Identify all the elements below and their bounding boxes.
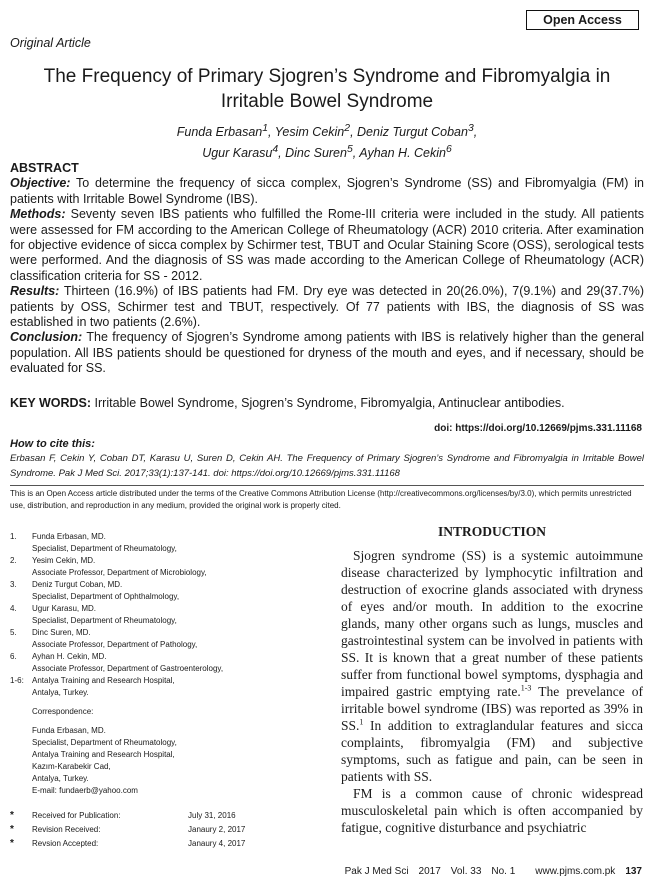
keywords-text: Irritable Bowel Syndrome, Sjogren’s Syndrome, Fibromyalgia, Antinuclear antibodies. — [94, 396, 565, 410]
article-title: The Frequency of Primary Sjogren’s Syndrome and Fibromyalgia in Irritable Bowel Syndrome — [43, 66, 611, 112]
author: Deniz Turgut Coban$^3$, — [357, 123, 478, 140]
date-row: * Received for Publication: July 31, 2016 — [10, 810, 236, 821]
paragraph: Sjogren syndrome (SS) is a systemic autoimmune disease characterized by lymphocytic infiltration and destruction of exocrine glands associated with dryness of eyes and/or mouth. In addition to the exocrine glands, many other organs such as lungs, muscles and gastrointestinal system can be involved in patients with SS. It is known that a great number of these patients suffer from functional bowel symptoms, dysphagia and impaired gastric emptying rate.$^{1-3}$ The prevelance of irritable bowel syndrome (IBS) was reported as 39% in SS.$^1$ In addition to extraglandular features and sicca complaints, fibromyalgia (FM) and subjective symptoms, such as fatigue and pain, can be seen in patients with SS. — [341, 548, 643, 784]
date-row: * Revsion Accepted: Janaury 4, 2017 — [10, 838, 246, 849]
paragraph: FM is a common cause of chronic widespread musculoskeletal pain which is often accompanied by fatigue, cognitive disturbance and psychiatric — [341, 786, 643, 835]
correspondence-block: Funda Erbasan, MD. Specialist, Department of Rheumatology, Antalya Training and Research Hospital, Kazım-Karabekir Cad, Antalya, Turkey. E-mail: fundaerb@yahoo.com — [10, 725, 328, 797]
affiliation-item: 3. Deniz Turgut Coban, MD. Specialist, Department of Ophthalmology, — [10, 580, 180, 601]
page-footer: Pak J Med Sci 2017 Vol. 33 No. 1 www.pjms.com.pk 137 — [344, 866, 642, 877]
author: Ayhan H. Cekin$^6$ — [359, 144, 452, 161]
correspondence-email[interactable]: E-mail: fundaerb@yahoo.com — [32, 786, 138, 795]
institution: 1-6: Antalya Training and Research Hospital, Antalya, Turkey. — [10, 676, 175, 697]
divider — [10, 485, 644, 486]
abstract-heading: ABSTRACT — [10, 161, 79, 175]
abstract-results: Results: Thirteen (16.9%) of IBS patients had FM. Dry eye was detected in 20(26.0%), 7(9.1%) and 29(37.7%) patients by OSS, Schirmer test and TBUT, respectively. Of 77 patients with IBS, the diagnosis of SS was established in two patients (2.6%). — [10, 284, 644, 330]
affiliation-item: 4. Ugur Karasu, MD. Specialist, Department of Rheumatology, — [10, 604, 177, 625]
author: Dinc Suren$^5$, — [285, 144, 360, 161]
citation-text: Erbasan F, Cekin Y, Coban DT, Karasu U, Suren D, Cekin AH. The Frequency of Primary Sjogren’s Syndrome and Fibromyalgia in Irritable Bowel Syndrome. Pak J Med Sci. 2017;33(1):137-141. doi: https://doi.org/10.12669/pjms.331.11168 — [10, 453, 644, 479]
keywords — [10, 396, 644, 411]
correspondence-label: Correspondence: — [32, 707, 94, 716]
affiliation-item: 1. Funda Erbasan, MD. Specialist, Department of Rheumatology, — [10, 532, 177, 553]
affiliations — [10, 531, 328, 797]
author: Yesim Cekin$^2$, — [274, 123, 358, 140]
journal-url[interactable]: www.pjms.com.pk — [535, 866, 616, 877]
abstract-conclusion: Conclusion: The frequency of Sjogren’s Syndrome among patients with IBS is relatively higher than the general population. All IBS patients should be questioned for dryness of the mouth and eyes, and if necessary, should be evaluated for SS. — [10, 330, 644, 376]
abstract — [10, 161, 644, 377]
affiliation-item: 2. Yesim Cekin, MD. Associate Professor, Department of Microbiology, — [10, 556, 207, 577]
publication-dates — [10, 809, 328, 851]
license-notice: This is an Open Access article distributed under the terms of the Creative Commons Attribution License (http://creativecommons.org/licenses/by/3.0), which permits unrestricted use, distribution, and reproduction in any medium, provided the original work is properly cited. — [10, 489, 632, 510]
page-number: 137 — [625, 866, 642, 877]
abstract-objective: Objective: To determine the frequency of sicca complex, Sjogren’s Syndrome (SS) and Fibromyalgia (FM) in patients with Irritable Bowel Syndrome (IBS). — [10, 176, 644, 206]
author: Funda Erbasan$^1$, — [176, 123, 275, 140]
author: Ugur Karasu$^4$, — [202, 144, 286, 161]
abstract-methods: Methods: Seventy seven IBS patients who fulfilled the Rome-III criteria were included in the study. All patients were assessed for FM according to the American College of Rheumatology (ACR) 2010 criteria. After examination for objective evidence of sicca complex by Schirmer test, TBUT and Ocular Staining Score (OSS), serological tests were performed. And the diagnosis of SS was made according to the American College of Rheumatology (ACR) classification criteria for SS - 2012. — [10, 207, 644, 283]
doi-link[interactable]: doi: https://doi.org/10.12669/pjms.331.11168 — [434, 423, 642, 434]
open-access-badge: Open Access — [526, 10, 639, 30]
introduction-body — [341, 547, 643, 836]
introduction-heading: INTRODUCTION — [437, 524, 546, 539]
date-row: * Revision Received: Janaury 2, 2017 — [10, 824, 246, 835]
affiliation-item: 6. Ayhan H. Cekin, MD. Associate Professor, Department of Gastroenterology, — [10, 652, 224, 673]
citation-heading: How to cite this: — [10, 438, 95, 450]
author-list — [20, 120, 634, 162]
article-type: Original Article — [10, 36, 91, 50]
keywords-label: KEY WORDS: — [10, 396, 92, 410]
affiliation-item: 5. Dinc Suren, MD. Associate Professor, Department of Pathology, — [10, 628, 198, 649]
